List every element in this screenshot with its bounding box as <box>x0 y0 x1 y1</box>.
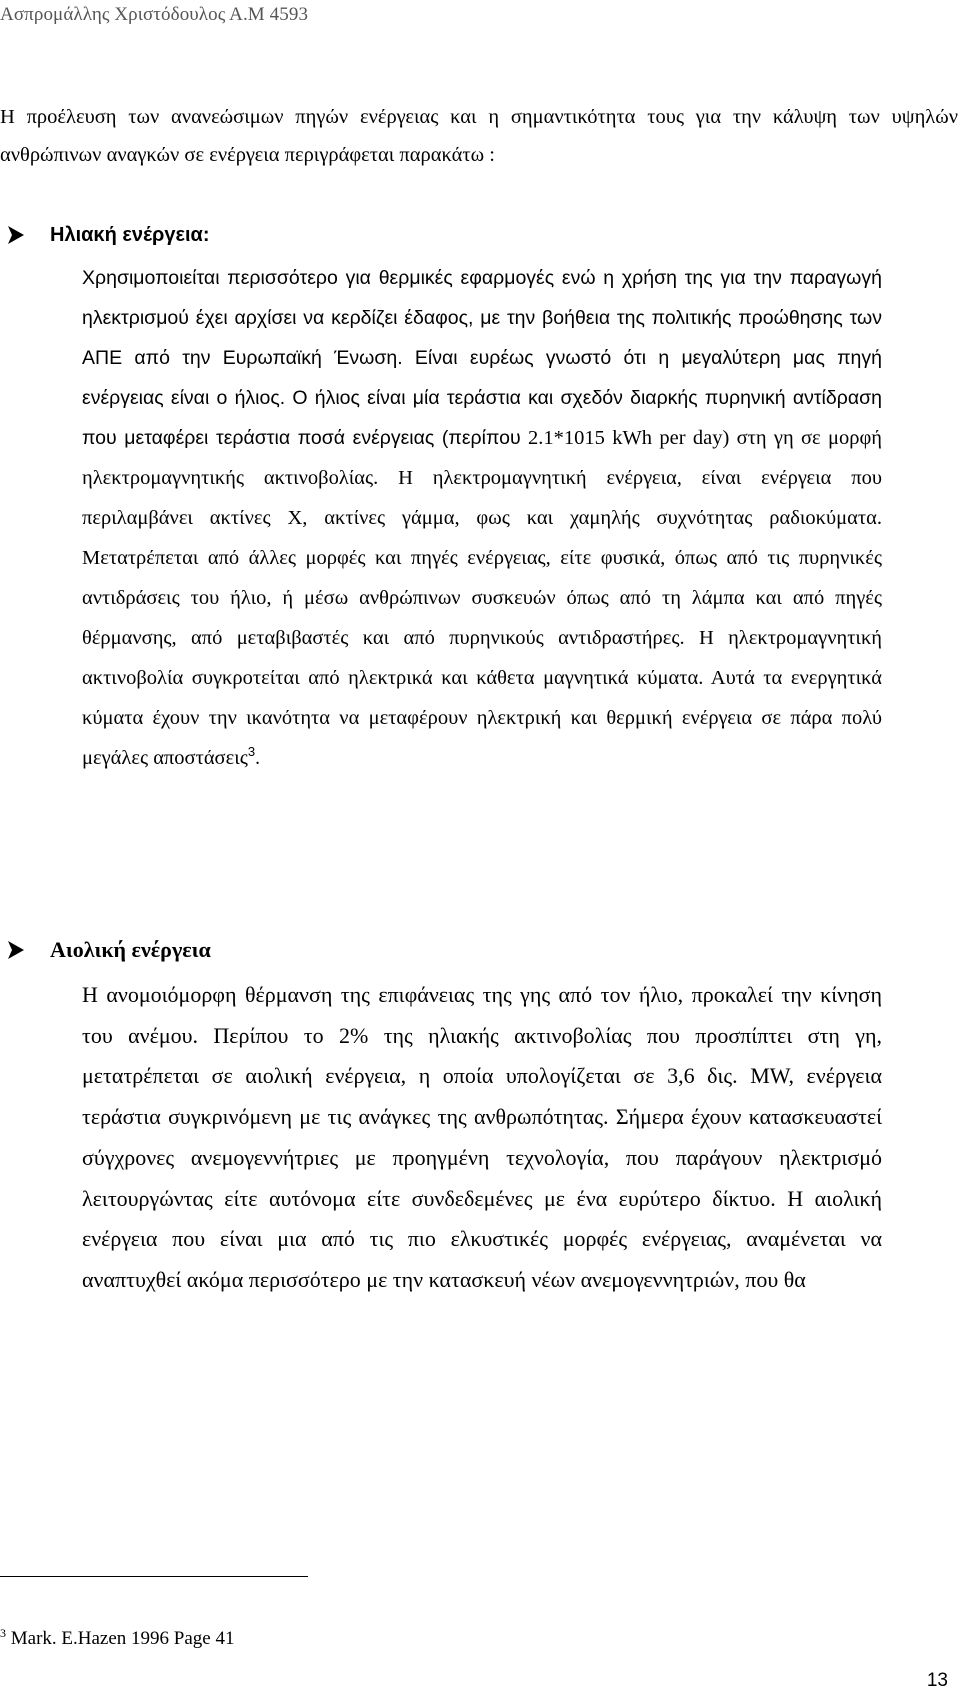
solar-paragraph <box>82 258 882 779</box>
footnote-number: 3 <box>0 1626 6 1640</box>
solar-paragraph-end: . <box>255 748 260 769</box>
section-heading-solar <box>0 222 209 248</box>
footnote-separator <box>0 1576 308 1577</box>
section-title: Ηλιακή ενέργεια: <box>50 223 210 246</box>
arrow-bullet-icon <box>0 222 36 248</box>
footnote-text: Mark. E.Hazen 1996 Page 41 <box>6 1628 235 1649</box>
section-title: Αιολική ενέργεια <box>50 937 211 962</box>
wind-paragraph: Η ανομοιόμορφη θέρμανση της επιφάνειας της γης από τον ήλιο, προκαλεί την κίνηση του ανέμου. Περίπου το 2% της ηλιακής ακτινοβολίας που προσπίπτει στη γη, μετατρέπεται σε αιολική ενέργεια, η οποία υπολογίζεται σε 3,6 δις. MW, ενέργεια τεράστια συγκρινόμενη με τις ανάγκες της ανθρωπότητας. Σήμερα έχουν κατασκευαστεί σύγχρονες ανεμογεννήτριες με προηγμένη τεχνολογία, που παράγουν ηλεκτρισμό λειτουργώντας είτε αυτόνομα είτε συνδεδεμένες με ένα ευρύτερο δίκτυο. Η αιολική ενέργεια που είναι μια από τις πιο ελκυστικές μορφές ενέργειας, αναμένεται να αναπτυχθεί ακόμα περισσότερο με την κατασκευή νέων ανεμογεννητριών, που θα <box>82 982 882 1292</box>
arrow-bullet-icon <box>0 937 36 963</box>
intro-paragraph: Η προέλευση των ανανεώσιμων πηγών ενέργειας και η σημαντικότητα τους για την κάλυψη των υψηλών ανθρώπινων αναγκών σε ενέργεια περιγράφεται παρακάτω : <box>0 106 958 166</box>
solar-paragraph-body: 2.1*1015 kWh per day) στη γη σε μορφή ηλεκτρομαγνητικής ακτινοβολίας. Η ηλεκτρομαγνητική ενέργεια, είναι ενέργεια που περιλαμβάνει ακτίνες Χ, ακτίνες γάμμα, φως και χαμηλής συχνότητας ραδιοκύματα. Μετατρέπεται από άλλες μορφές και πηγές ενέργειας, είτε φυσικά, όπως από τις πυρηνικές αντιδράσεις του ήλιο, ή μέσω ανθρώπινων συσκευών όπως από τη λάμπα και από πηγές θέρμανσης, από μεταβιβαστές και από πυρηνικούς αντιδραστήρες. Η ηλεκτρομαγνητική ακτινοβολία συγκροτείται από ηλεκτρικά και κάθετα μαγνητικά κύματα. Αυτά τα ενεργητικά κύματα έχουν την ικανότητα να μεταφέρουν ηλεκτρική και θερμική ενέργεια σε πάρα πολύ μεγάλες αποστάσεις <box>82 427 883 769</box>
footnote-reference: 3 <box>247 744 256 759</box>
page-number: 13 <box>926 1670 948 1691</box>
section-heading-wind <box>0 937 211 963</box>
footnote <box>0 1626 234 1650</box>
document-header: Ασπρομάλλης Χριστόδουλος Α.Μ 4593 <box>0 4 309 25</box>
solar-paragraph-lead: Χρησιμοποιείται περισσότερο για θερμικές εφαρμογές ενώ η χρήση της για την παραγωγή ηλεκτρισμού έχει αρχίσει να κερδίζει έδαφος, με την βοήθεια της πολιτικής προώθησης των ΑΠΕ από την Ευρωπαϊκή Ένωση. Είναι ευρέως γνωστό ότι η μεγαλύτερη μας πηγή ενέργειας είναι ο ήλιος. Ο ήλιος είναι μία τεράστια και σχεδόν διαρκής πυρηνική αντίδραση που μεταφέρει τεράστια ποσά ενέργειας (περίπου <box>82 267 882 449</box>
